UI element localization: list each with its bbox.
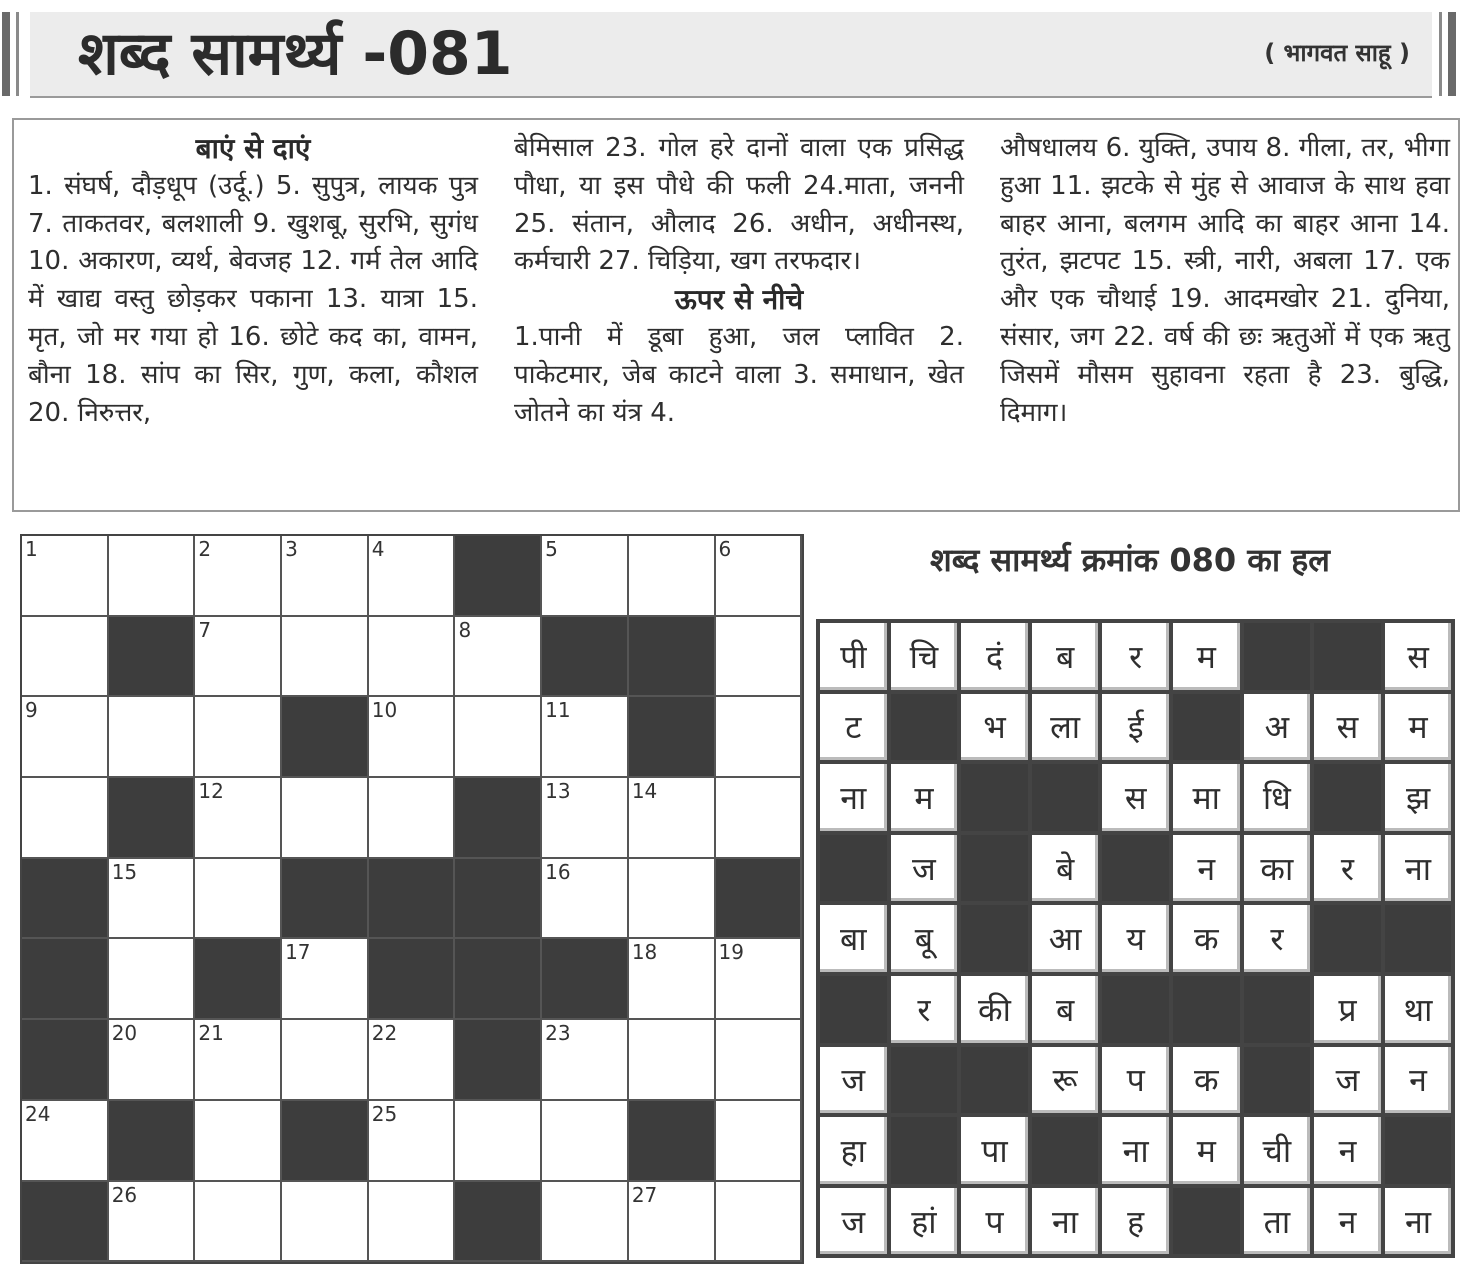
clue-number: 27 [631, 1182, 658, 1207]
clues-column-2 [514, 130, 964, 432]
crossword-cell[interactable] [195, 536, 282, 617]
clue-number: 5 [545, 537, 558, 561]
solution-cell: ची [1242, 1115, 1313, 1186]
solution-black-cell [1030, 762, 1101, 833]
solution-black-cell [818, 833, 889, 904]
clue-number: 8 [458, 617, 472, 642]
solution-cell: ता [1242, 1186, 1313, 1257]
solution-cell: बा [818, 903, 889, 974]
crossword-cell[interactable] [282, 1020, 369, 1101]
crossword-black-cell [109, 778, 196, 859]
header-right-thin-bar [1439, 12, 1442, 96]
crossword-cell[interactable] [542, 859, 629, 940]
clue-number: 21 [198, 1021, 224, 1046]
clue-number: 25 [371, 1101, 398, 1126]
crossword-black-cell [282, 859, 369, 940]
crossword-cell[interactable] [716, 1101, 803, 1182]
crossword-cell[interactable] [195, 1182, 282, 1263]
crossword-cell[interactable] [369, 697, 456, 778]
solution-cell: म [1171, 1115, 1242, 1186]
crossword-black-cell [455, 536, 542, 617]
crossword-cell[interactable] [195, 1020, 282, 1101]
crossword-black-cell [455, 1020, 542, 1101]
author-credit: ( भागवत साहू ) [1264, 39, 1410, 67]
crossword-black-cell [22, 1020, 109, 1101]
crossword-cell[interactable] [109, 697, 196, 778]
crossword-cell[interactable] [716, 1182, 803, 1263]
crossword-cell[interactable] [195, 697, 282, 778]
solution-cell: पा [959, 1115, 1030, 1186]
crossword-cell[interactable] [22, 778, 109, 859]
crossword-cell[interactable] [629, 939, 716, 1020]
solution-cell: स [1312, 692, 1383, 763]
solution-black-cell [959, 1045, 1030, 1116]
solution-cell: य [1100, 903, 1171, 974]
solution-cell: क [1171, 1045, 1242, 1116]
solution-black-cell [1171, 692, 1242, 763]
clue-number: 22 [371, 1021, 398, 1046]
solution-black-cell [1030, 1115, 1101, 1186]
solution-cell: की [959, 974, 1030, 1045]
clue-number: 18 [631, 940, 658, 965]
crossword-cell[interactable] [542, 1101, 629, 1182]
solution-black-cell [959, 762, 1030, 833]
crossword-cell[interactable] [716, 1020, 803, 1101]
clue-number: 14 [631, 779, 658, 804]
solution-cell: प [959, 1186, 1030, 1257]
solution-cell: ला [1030, 692, 1101, 763]
clue-number: 19 [718, 940, 744, 965]
solution-cell: का [1242, 833, 1313, 904]
crossword-black-cell [109, 1101, 196, 1182]
clue-number: 9 [25, 698, 38, 723]
solution-cell: चि [889, 621, 960, 692]
clue-number: 6 [718, 537, 732, 561]
solution-cell: ज [889, 833, 960, 904]
solution-cell: आ [1030, 903, 1101, 974]
crossword-black-cell [629, 1101, 716, 1182]
crossword-black-cell [109, 617, 196, 698]
crossword-cell[interactable] [22, 536, 109, 617]
clue-number: 17 [285, 940, 311, 965]
crossword-black-cell [629, 617, 716, 698]
clue-number: 24 [25, 1101, 51, 1126]
crossword-black-cell [22, 1182, 109, 1263]
across-heading: बाएं से दाएं [195, 132, 311, 165]
header-right-bar [1448, 12, 1456, 96]
solution-cell: प्र [1312, 974, 1383, 1045]
crossword-black-cell [455, 939, 542, 1020]
crossword-cell[interactable] [629, 778, 716, 859]
crossword-black-cell [716, 859, 803, 940]
solution-cell: स [1100, 762, 1171, 833]
page-title: शब्द सामर्थ्य -081 [78, 19, 513, 89]
solution-cell: ब [1030, 621, 1101, 692]
crossword-cell[interactable] [109, 859, 196, 940]
clue-number: 10 [371, 698, 398, 723]
crossword-cell[interactable] [109, 939, 196, 1020]
crossword-cell[interactable] [629, 536, 716, 617]
crossword-cell[interactable] [369, 617, 456, 698]
clues-box [12, 118, 1460, 512]
solution-cell: र [889, 974, 960, 1045]
solution-cell: झ [1383, 762, 1454, 833]
down-clues-continued: औषधालय 6. युक्ति, उपाय 8. गीला, तर, भीगा हुआ 11. झटके से मुंह से आवाज के साथ हवा बाहर आना, बलगम आदि का बाहर आना 14. तुरंत, झटपट 15. स्त्री, नारी, अबला 17. एक और एक चौथाई 19. आदमखोर 21. दुनिया, संसार, जग 22. वर्ष की छः ऋतुओं में एक ऋतु जिसमें मौसम सुहावना रहता है 23. बुद्धि, दिमाग। [1000, 133, 1450, 428]
crossword-black-cell [369, 859, 456, 940]
solution-black-cell [1100, 833, 1171, 904]
crossword-cell[interactable] [455, 617, 542, 698]
across-clues-continued: बेमिसाल 23. गोल हरे दानों वाला एक प्रसिद्ध पौधा, या इस पौधे की फली 24.माता, जननी 25. संतान, औलाद 26. अधीन, अधीनस्थ, कर्मचारी 27. चिड़िया, खग तरफदार। [514, 133, 964, 277]
solution-cell: था [1383, 974, 1454, 1045]
crossword-cell[interactable] [282, 939, 369, 1020]
solution-cell: र [1242, 903, 1313, 974]
crossword-cell[interactable] [716, 697, 803, 778]
crossword-cell[interactable] [109, 1182, 196, 1263]
crossword-cell[interactable] [716, 939, 803, 1020]
crossword-cell[interactable] [282, 617, 369, 698]
clue-number: 12 [198, 779, 224, 804]
crossword-cell[interactable] [22, 1101, 109, 1182]
solution-black-cell [889, 692, 960, 763]
crossword-cell[interactable] [542, 778, 629, 859]
clue-number: 1 [25, 537, 38, 561]
down-heading: ऊपर से नीचे [674, 283, 804, 317]
solution-cell: दं [959, 621, 1030, 692]
solution-cell: म [1383, 692, 1454, 763]
clue-number: 11 [545, 698, 571, 723]
solution-cell: ना [1100, 1115, 1171, 1186]
crossword-cell[interactable] [716, 778, 803, 859]
clue-number: 13 [545, 779, 571, 804]
clue-number: 7 [198, 617, 212, 642]
clues-column-3 [1000, 130, 1450, 432]
solution-cell: न [1383, 1045, 1454, 1116]
solution-black-cell [1242, 974, 1313, 1045]
crossword-black-cell [22, 859, 109, 940]
crossword-cell[interactable] [195, 1101, 282, 1182]
crossword-grid [20, 534, 804, 1264]
solution-cell: ज [818, 1186, 889, 1257]
solution-black-cell [1242, 621, 1313, 692]
solution-cell: स [1383, 621, 1454, 692]
clues-column-1 [28, 130, 478, 432]
solution-black-cell [1312, 903, 1383, 974]
crossword-cell[interactable] [369, 1020, 456, 1101]
solution-cell: बू [889, 903, 960, 974]
solution-cell: बे [1030, 833, 1101, 904]
crossword-black-cell [629, 697, 716, 778]
crossword-cell[interactable] [22, 697, 109, 778]
solution-cell: ब [1030, 974, 1101, 1045]
solution-cell: ई [1100, 692, 1171, 763]
crossword-cell[interactable] [542, 1182, 629, 1263]
solution-black-cell [1312, 621, 1383, 692]
crossword-cell[interactable] [455, 697, 542, 778]
solution-cell: हां [889, 1186, 960, 1257]
crossword-cell[interactable] [195, 617, 282, 698]
clue-number: 3 [285, 537, 298, 561]
crossword-black-cell [455, 778, 542, 859]
solution-cell: भ [959, 692, 1030, 763]
solution-black-cell [959, 903, 1030, 974]
solution-cell: ह [1100, 1186, 1171, 1257]
crossword-black-cell [282, 697, 369, 778]
solution-cell: रू [1030, 1045, 1101, 1116]
clue-number: 16 [545, 859, 571, 884]
solution-cell: ट [818, 692, 889, 763]
solution-black-cell [1312, 762, 1383, 833]
crossword-cell[interactable] [282, 1182, 369, 1263]
solution-black-cell [959, 833, 1030, 904]
solution-black-cell [1171, 974, 1242, 1045]
solution-black-cell [1171, 1186, 1242, 1257]
crossword-cell[interactable] [195, 859, 282, 940]
crossword-cell[interactable] [109, 536, 196, 617]
crossword-cell[interactable] [282, 536, 369, 617]
solution-cell: ना [1383, 1186, 1454, 1257]
solution-cell: र [1312, 833, 1383, 904]
crossword-cell[interactable] [629, 1020, 716, 1101]
crossword-cell[interactable] [282, 778, 369, 859]
crossword-black-cell [369, 939, 456, 1020]
solution-cell: मा [1171, 762, 1242, 833]
header-banner [30, 12, 1432, 98]
crossword-black-cell [455, 859, 542, 940]
clue-number: 4 [371, 537, 385, 561]
solution-cell: ना [1383, 833, 1454, 904]
solution-cell: ना [1030, 1186, 1101, 1257]
crossword-cell[interactable] [455, 1101, 542, 1182]
solution-cell: म [889, 762, 960, 833]
crossword-cell[interactable] [542, 1020, 629, 1101]
crossword-black-cell [455, 1182, 542, 1263]
crossword-black-cell [282, 1101, 369, 1182]
crossword-cell[interactable] [716, 536, 803, 617]
crossword-cell[interactable] [369, 536, 456, 617]
solution-cell: प [1100, 1045, 1171, 1116]
header-left-bar [2, 12, 10, 96]
crossword-black-cell [195, 939, 282, 1020]
clue-number: 15 [111, 859, 138, 884]
crossword-black-cell [22, 939, 109, 1020]
solution-black-cell [889, 1115, 960, 1186]
solution-cell: न [1312, 1115, 1383, 1186]
solution-cell: ज [1312, 1045, 1383, 1116]
crossword-cell[interactable] [369, 778, 456, 859]
solution-black-cell [889, 1045, 960, 1116]
header-left-thin-bar [16, 12, 19, 96]
solution-cell: पी [818, 621, 889, 692]
crossword-cell[interactable] [369, 1101, 456, 1182]
solution-black-cell [818, 974, 889, 1045]
solution-cell: क [1171, 903, 1242, 974]
solution-cell: ना [818, 762, 889, 833]
solution-grid [816, 619, 1455, 1258]
crossword-cell[interactable] [369, 1182, 456, 1263]
crossword-cell[interactable] [542, 536, 629, 617]
crossword-cell[interactable] [195, 778, 282, 859]
crossword-cell[interactable] [542, 697, 629, 778]
crossword-black-cell [542, 617, 629, 698]
solution-cell: हा [818, 1115, 889, 1186]
down-clues-text: 1.पानी में डूबा हुआ, जल प्लावित 2. पाकेटमार, जेब काटने वाला 3. समाधान, खेत जोतने का यंत्र 4. [514, 321, 964, 428]
clue-number: 26 [111, 1182, 138, 1207]
crossword-cell[interactable] [109, 1020, 196, 1101]
solution-cell: र [1100, 621, 1171, 692]
solution-cell: न [1312, 1186, 1383, 1257]
across-clues-text: 1. संघर्ष, दौड़धूप (उर्दू.) 5. सुपुत्र, लायक पुत्र 7. ताकतवर, बलशाली 9. खुशबू, सुरभि, सुगंध 10. अकारण, व्यर्थ, बेवजह 12. गर्म तेल आदि में खाद्य वस्तु छोड़कर पकाना 13. यात्रा 15. मृत, जो मर गया हो 16. छोटे कद का, वामन, बौना 18. सांप का सिर, गुण, कला, कौशल 20. निरुत्तर, [28, 170, 478, 428]
solution-black-cell [1242, 1045, 1313, 1116]
crossword-cell[interactable] [629, 1182, 716, 1263]
crossword-cell[interactable] [716, 617, 803, 698]
solution-cell: धि [1242, 762, 1313, 833]
clue-number: 2 [198, 537, 212, 561]
solution-cell: न [1171, 833, 1242, 904]
solution-cell: अ [1242, 692, 1313, 763]
crossword-black-cell [542, 939, 629, 1020]
solution-black-cell [1383, 1115, 1454, 1186]
clue-number: 20 [111, 1021, 138, 1046]
solution-cell: म [1171, 621, 1242, 692]
solution-black-cell [1383, 903, 1454, 974]
solution-black-cell [1100, 974, 1171, 1045]
solution-title: शब्द सामर्थ्य क्रमांक 080 का हल [929, 541, 1330, 579]
solution-cell: ज [818, 1045, 889, 1116]
clue-number: 23 [545, 1021, 571, 1046]
crossword-cell[interactable] [22, 617, 109, 698]
crossword-cell[interactable] [629, 859, 716, 940]
